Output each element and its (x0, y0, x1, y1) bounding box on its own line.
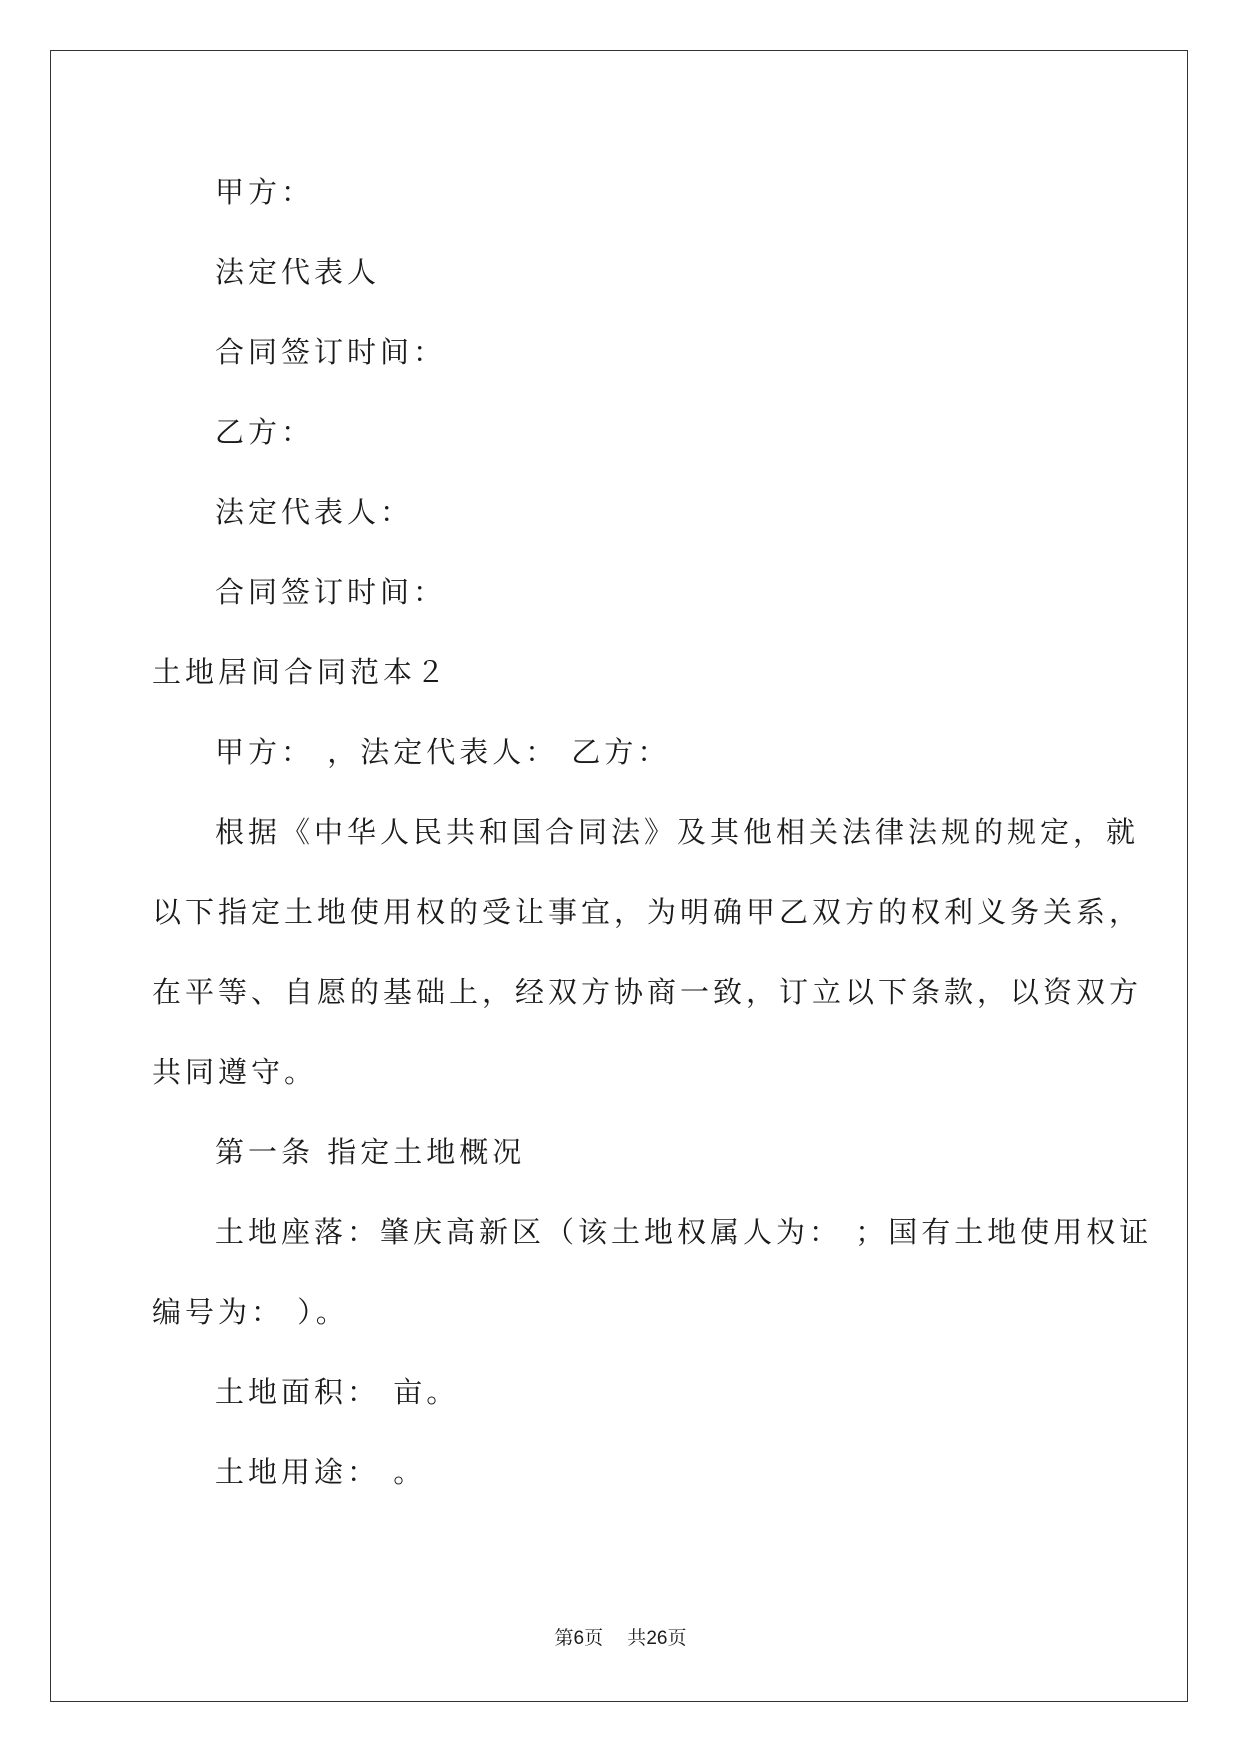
land-location-line-1: 土地座落：肇庆高新区（该土地权属人为： ；国有土地使用权证 (215, 1215, 1153, 1249)
party-a-representative: 法定代表人 (215, 255, 381, 289)
total-prefix: 共 (627, 1627, 647, 1649)
body-paragraph-line-1: 根据《中华人民共和国合同法》及其他相关法律法规的规定，就 (215, 815, 1140, 849)
section-title: 土地居间合同范本２ (152, 655, 450, 689)
page-prefix: 第 (554, 1627, 574, 1649)
party-a-sign-date: 合同签订时间： (215, 335, 447, 369)
party-b-label: 乙方： (215, 415, 315, 449)
land-area: 土地面积： 亩。 (215, 1375, 460, 1409)
party-b-sign-date: 合同签订时间： (215, 575, 447, 609)
land-use: 土地用途： 。 (215, 1455, 427, 1489)
page-suffix: 页 (584, 1627, 604, 1649)
total-pages: 26 (646, 1628, 668, 1649)
party-a-label: 甲方： (215, 175, 315, 209)
page-number: 6 (573, 1628, 585, 1649)
total-suffix: 页 (667, 1627, 687, 1649)
land-location-line-2: 编号为： ）。 (152, 1295, 349, 1329)
body-paragraph-line-3: 在平等、自愿的基础上，经双方协商一致，订立以下条款，以资双方 (152, 975, 1143, 1009)
body-paragraph-line-4: 共同遵守。 (152, 1055, 318, 1089)
parties-line: 甲方： ，法定代表人： 乙方： (215, 735, 671, 769)
article-one-heading: 第一条 指定土地概况 (215, 1135, 526, 1169)
body-paragraph-line-2: 以下指定土地使用权的受让事宜，为明确甲乙双方的权利义务关系， (152, 895, 1143, 929)
party-b-representative: 法定代表人： (215, 495, 414, 529)
page-footer (0, 1626, 1241, 1651)
